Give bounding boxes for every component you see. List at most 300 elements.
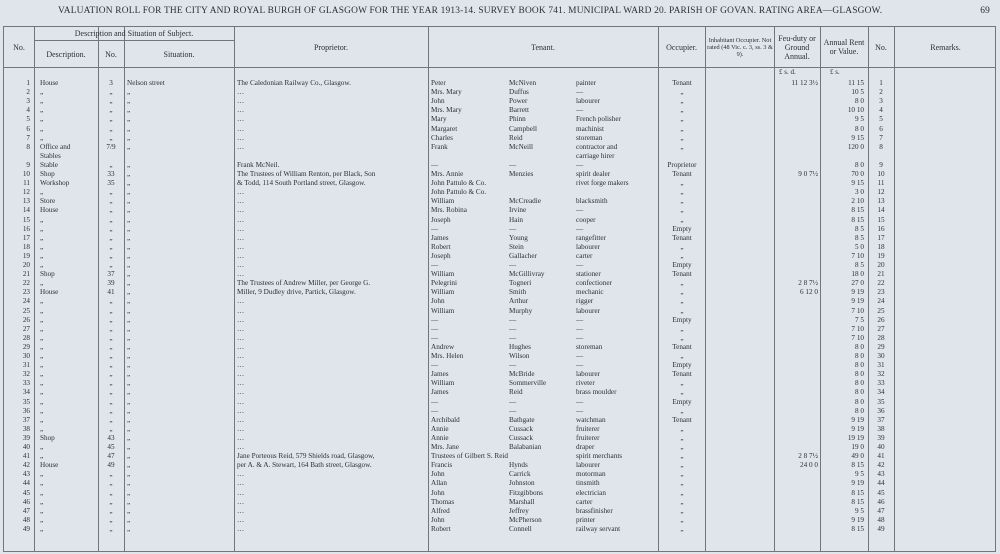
row-no-right: 6 — [879, 124, 883, 133]
row-tenant-occupation: labourer — [576, 306, 600, 315]
row-situation: „ — [127, 406, 131, 415]
row-tenant-first: Mrs. Helen — [431, 352, 464, 360]
row-number: „ — [109, 306, 113, 315]
row-occupier: „ — [680, 352, 684, 360]
row-proprietor: … — [237, 261, 245, 269]
row-number: „ — [109, 261, 113, 269]
row-tenant-surname: Irvine — [509, 206, 527, 215]
table-row — [4, 170, 995, 179]
row-feu-duty: 9 0 7½ — [798, 170, 818, 178]
row-description: „ — [40, 361, 44, 370]
row-situation: „ — [127, 279, 131, 288]
row-description: „ — [40, 297, 44, 306]
row-tenant-surname: — — [509, 361, 517, 370]
table-row — [4, 461, 995, 470]
row-annual-value: 9 5 — [855, 506, 864, 515]
row-annual-value: 8 0 — [855, 342, 864, 351]
row-tenant-occupation: draper — [576, 443, 595, 451]
row-tenant-first: Andrew — [431, 342, 455, 351]
row-proprietor: … — [237, 370, 245, 379]
table-row — [4, 379, 995, 388]
row-situation: „ — [127, 388, 131, 397]
table-row — [4, 270, 995, 279]
row-tenant-first: John Pattulo & Co. — [431, 188, 487, 197]
row-proprietor: … — [237, 433, 245, 442]
row-situation: „ — [127, 424, 131, 433]
row-tenant-occupation: rigger — [576, 297, 594, 306]
row-tenant-surname: Murphy — [509, 306, 533, 315]
row-occupier: Tenant — [672, 342, 692, 351]
row-annual-value: 70 0 — [851, 170, 864, 178]
row-annual-value: 8 5 — [855, 233, 864, 242]
row-description: „ — [40, 470, 44, 479]
row-description: Workshop — [40, 179, 70, 188]
row-no-right: 34 — [877, 388, 885, 397]
row-number: „ — [109, 106, 113, 115]
row-occupier: „ — [680, 197, 684, 206]
row-no: 19 — [22, 251, 30, 260]
row-tenant-occupation: — — [576, 88, 584, 97]
row-no-right: 26 — [877, 315, 885, 324]
row-no-right: 12 — [877, 188, 885, 197]
row-situation: „ — [127, 106, 131, 115]
row-no: 6 — [26, 124, 30, 133]
row-tenant-surname: Phinn — [509, 115, 526, 124]
row-annual-value: 9 15 — [851, 133, 864, 142]
roll-title: VALUATION ROLL FOR THE CITY AND ROYAL BURGH OF GLASGOW FOR THE YEAR 1913-14. SURVEY BOOK 741. MUNICIPAL WARD 20. PARISH OF GOVAN. RATING AREA—GLASGOW. — [58, 6, 883, 16]
row-annual-value: 7 10 — [851, 333, 864, 342]
row-tenant-occupation: fruiterer — [576, 424, 600, 433]
row-no-right: 49 — [877, 524, 885, 533]
row-situation: „ — [127, 115, 131, 124]
row-proprietor: The Caledonian Railway Co., Glasgow. — [237, 79, 351, 87]
row-proprietor: … — [237, 106, 245, 115]
row-description: „ — [40, 415, 44, 424]
row-situation: „ — [127, 270, 131, 279]
row-tenant-surname: McNiven — [509, 79, 537, 87]
row-tenant-occupation: — — [576, 352, 584, 360]
row-proprietor: … — [237, 124, 245, 133]
row-tenant-occupation: — — [576, 324, 584, 333]
table-row — [4, 489, 995, 498]
row-tenant-surname: — — [509, 160, 517, 169]
row-occupier: „ — [680, 515, 684, 524]
row-number: „ — [109, 324, 113, 333]
row-no-right: 18 — [877, 242, 885, 251]
page-heading — [4, 4, 992, 20]
row-no-right: 19 — [877, 251, 885, 260]
row-tenant-first: — — [431, 324, 439, 333]
row-no-right: 41 — [877, 452, 885, 461]
row-no: 32 — [22, 370, 30, 379]
row-number: 7/9 — [106, 142, 116, 151]
row-tenant-occupation: French polisher — [576, 115, 621, 124]
row-annual-value: 9 15 — [851, 179, 864, 188]
row-tenant-surname: Connell — [509, 524, 532, 533]
header-occupier: Occupier. — [666, 42, 697, 52]
row-no-right: 45 — [877, 488, 885, 497]
row-tenant-first: — — [431, 406, 439, 415]
row-tenant-first: — — [431, 361, 439, 370]
row-occupier: „ — [680, 488, 684, 497]
row-occupier: Empty — [672, 397, 692, 406]
row-no: 20 — [22, 261, 30, 269]
row-situation: „ — [127, 397, 131, 406]
row-description: „ — [40, 251, 44, 260]
row-no: 35 — [22, 397, 30, 406]
table-row — [4, 225, 995, 234]
row-proprietor: … — [237, 115, 245, 124]
row-description: „ — [40, 397, 44, 406]
row-no-right: 48 — [877, 515, 885, 524]
table-row — [4, 307, 995, 316]
row-situation: „ — [127, 297, 131, 306]
row-description: Stable — [40, 160, 58, 169]
row-no-right: 33 — [877, 379, 885, 388]
row-description: House — [40, 288, 59, 297]
row-description: „ — [40, 452, 44, 461]
row-situation: „ — [127, 251, 131, 260]
row-tenant-surname: Barrett — [509, 106, 529, 115]
row-no: 21 — [22, 270, 30, 279]
row-description: „ — [40, 443, 44, 451]
row-no-right: 42 — [877, 461, 885, 470]
row-tenant-occupation: — — [576, 406, 584, 415]
row-annual-value: 8 0 — [855, 370, 864, 379]
row-no: 11 — [23, 179, 30, 188]
row-no-right: 9 — [879, 160, 883, 169]
row-tenant-occupation: motorman — [576, 470, 606, 479]
row-situation: „ — [127, 170, 131, 178]
row-tenant-occupation: tinsmith — [576, 479, 600, 488]
row-no: 14 — [22, 206, 30, 215]
table-row — [4, 398, 995, 407]
row-description: „ — [40, 115, 44, 124]
row-number: „ — [109, 479, 113, 488]
row-situation: „ — [127, 333, 131, 342]
row-occupier: „ — [680, 424, 684, 433]
row-occupier: „ — [680, 179, 684, 188]
row-annual-value: 2 10 — [851, 197, 864, 206]
row-annual-value: 19 0 — [851, 443, 864, 451]
row-occupier: „ — [680, 306, 684, 315]
row-no-right: 37 — [877, 415, 885, 424]
row-annual-value: 5 0 — [855, 242, 864, 251]
row-proprietor: Jane Porteous Reid, 579 Shields road, Glasgow, — [237, 452, 375, 461]
row-tenant-surname: Cussack — [509, 433, 533, 442]
row-proprietor: … — [237, 233, 245, 242]
row-occupier: „ — [680, 406, 684, 415]
table-row — [4, 316, 995, 325]
row-proprietor: … — [237, 242, 245, 251]
row-situation: „ — [127, 179, 131, 188]
row-annual-value: 7 10 — [851, 251, 864, 260]
row-annual-value: 9 19 — [851, 424, 864, 433]
row-no-right: 2 — [879, 88, 883, 97]
row-annual-value: 9 19 — [851, 288, 864, 297]
row-proprietor: Frank McNeil. — [237, 160, 280, 169]
table-row — [4, 334, 995, 343]
row-no: 33 — [22, 379, 30, 388]
row-tenant-surname: Carrick — [509, 470, 531, 479]
row-number: „ — [109, 315, 113, 324]
row-tenant-occupation: labourer — [576, 97, 600, 106]
row-annual-value: 18 0 — [851, 270, 864, 279]
row-annual-value: 8 15 — [851, 524, 864, 533]
row-proprietor: … — [237, 133, 245, 142]
row-description: Shop — [40, 433, 55, 442]
row-no: 42 — [22, 461, 30, 470]
table-row — [4, 125, 995, 134]
row-no-right: 3 — [879, 97, 883, 106]
row-occupier: „ — [680, 106, 684, 115]
row-number: „ — [109, 251, 113, 260]
row-no: 40 — [22, 443, 30, 451]
row-description: Store — [40, 197, 56, 206]
row-description: „ — [40, 224, 44, 233]
row-description: „ — [40, 233, 44, 242]
row-number: 37 — [107, 270, 115, 279]
row-tenant-occupation: storeman — [576, 133, 603, 142]
row-tenant-first: William — [431, 197, 455, 206]
row-description: „ — [40, 315, 44, 324]
row-no: 18 — [22, 242, 30, 251]
row-occupier: „ — [680, 524, 684, 533]
row-tenant-surname: McCreadie — [509, 197, 541, 206]
row-situation: „ — [127, 306, 131, 315]
row-no-right: 38 — [877, 424, 885, 433]
table-row — [4, 143, 995, 152]
row-no-right: 27 — [877, 324, 885, 333]
row-occupier: „ — [680, 133, 684, 142]
row-no-right: 15 — [877, 215, 885, 224]
row-number: „ — [109, 370, 113, 379]
row-occupier: „ — [680, 379, 684, 388]
row-description: „ — [40, 488, 44, 497]
row-no-right: 16 — [877, 224, 885, 233]
row-occupier: „ — [680, 206, 684, 215]
row-tenant-first: William — [431, 270, 455, 279]
row-tenant-first: — — [431, 224, 439, 233]
row-tenant-surname: Sommerville — [509, 379, 547, 388]
row-no: 46 — [22, 497, 30, 506]
row-number: 47 — [107, 452, 115, 461]
table-row — [4, 252, 995, 261]
row-no-right: 1 — [879, 79, 883, 87]
row-no: 10 — [22, 170, 30, 178]
row-tenant-first: — — [431, 397, 439, 406]
row-situation: „ — [127, 197, 131, 206]
row-tenant-first: James — [431, 370, 449, 379]
row-no: 36 — [22, 406, 30, 415]
row-tenant-first: Margaret — [431, 124, 458, 133]
row-no: 39 — [22, 433, 30, 442]
row-tenant-surname: — — [509, 324, 517, 333]
row-situation: „ — [127, 133, 131, 142]
row-number: 35 — [107, 179, 115, 188]
row-no-right: 23 — [877, 288, 885, 297]
row-proprietor: … — [237, 251, 245, 260]
row-no-right: 43 — [877, 470, 885, 479]
row-no-right: 11 — [877, 179, 885, 188]
row-proprietor: … — [237, 388, 245, 397]
row-proprietor: … — [237, 415, 245, 424]
row-tenant-surname: McGillivray — [509, 270, 545, 279]
row-situation: „ — [127, 461, 131, 470]
row-tenant-occupation: cooper — [576, 215, 596, 224]
table-row — [4, 197, 995, 206]
row-occupier: Tenant — [672, 79, 692, 87]
row-description: „ — [40, 306, 44, 315]
row-tenant-occupation: labourer — [576, 370, 600, 379]
row-description: „ — [40, 124, 44, 133]
row-situation: „ — [127, 315, 131, 324]
row-number: „ — [109, 233, 113, 242]
row-tenant-surname: — — [509, 315, 517, 324]
row-tenant-surname: — — [509, 397, 517, 406]
row-tenant-occupation: carriage hirer — [576, 151, 615, 160]
row-occupier: „ — [680, 506, 684, 515]
table-row — [4, 288, 995, 297]
row-tenant-occupation: carter — [576, 497, 593, 506]
row-number: 39 — [107, 279, 115, 288]
row-tenant-first: John — [431, 515, 445, 524]
row-occupier: Empty — [672, 261, 692, 269]
row-occupier: Tenant — [672, 170, 692, 178]
header-annual-value: Annual Rent or Value. — [823, 38, 865, 56]
header-remarks: Remarks. — [930, 42, 961, 52]
row-number: „ — [109, 115, 113, 124]
table-row — [4, 234, 995, 243]
row-occupier: „ — [680, 142, 684, 151]
row-feu-duty: 24 0 0 — [800, 461, 818, 470]
row-number: „ — [109, 406, 113, 415]
table-row — [4, 452, 995, 461]
row-number: „ — [109, 352, 113, 360]
table-row — [4, 525, 995, 534]
row-description: Office and — [40, 142, 71, 151]
row-tenant-surname: Wilson — [509, 352, 530, 360]
row-proprietor: … — [237, 88, 245, 97]
row-number: 49 — [107, 461, 115, 470]
table-row — [4, 97, 995, 106]
row-no-right: 13 — [877, 197, 885, 206]
row-proprietor: … — [237, 97, 245, 106]
row-situation: „ — [127, 515, 131, 524]
row-annual-value: 7 5 — [855, 315, 864, 324]
row-number: „ — [109, 206, 113, 215]
row-no-right: 28 — [877, 333, 885, 342]
row-situation: „ — [127, 506, 131, 515]
row-tenant-first: Francis — [431, 461, 453, 470]
row-number: „ — [109, 388, 113, 397]
row-tenant-first: Mrs. Robina — [431, 206, 467, 215]
row-tenant-first: Joseph — [431, 215, 451, 224]
row-situation: „ — [127, 97, 131, 106]
table-row — [4, 470, 995, 479]
row-tenant-surname: Balabanian — [509, 443, 542, 451]
row-proprietor: … — [237, 515, 245, 524]
table-row — [4, 416, 995, 425]
row-number: „ — [109, 97, 113, 106]
row-tenant-first: James — [431, 233, 449, 242]
header-proprietor: Proprietor. — [314, 42, 348, 52]
row-number: „ — [109, 88, 113, 97]
row-annual-value: 7 10 — [851, 324, 864, 333]
row-tenant-first: — — [431, 261, 439, 269]
row-proprietor: … — [237, 361, 245, 370]
row-description: „ — [40, 497, 44, 506]
row-annual-value: 9 19 — [851, 479, 864, 488]
row-number: 33 — [107, 170, 115, 178]
table-row — [4, 343, 995, 352]
row-tenant-occupation: railway servant — [576, 524, 621, 533]
row-tenant-first: John — [431, 97, 445, 106]
row-description: „ — [40, 215, 44, 224]
row-proprietor: … — [237, 215, 245, 224]
row-tenant-occupation: spirit merchants — [576, 452, 623, 461]
row-occupier: „ — [680, 433, 684, 442]
row-proprietor: … — [237, 270, 245, 279]
row-number: „ — [109, 333, 113, 342]
row-tenant-first: John Pattulo & Co. — [431, 179, 487, 188]
row-no-right: 20 — [877, 261, 885, 269]
row-no-right: 22 — [877, 279, 885, 288]
row-situation: „ — [127, 497, 131, 506]
row-occupier: „ — [680, 188, 684, 197]
table-row — [4, 361, 995, 370]
row-annual-value: 9 19 — [851, 515, 864, 524]
row-annual-value: 120 0 — [847, 142, 864, 151]
row-no: 44 — [22, 479, 30, 488]
row-no-right: 40 — [877, 443, 885, 451]
row-situation: „ — [127, 160, 131, 169]
table-header — [4, 27, 995, 68]
row-tenant-occupation: spirit dealer — [576, 170, 611, 178]
row-tenant-first: Charles — [431, 133, 453, 142]
row-proprietor: … — [237, 424, 245, 433]
row-tenant-occupation: confectioner — [576, 279, 612, 288]
row-annual-value: 10 5 — [851, 88, 864, 97]
row-no: 12 — [22, 188, 30, 197]
row-occupier: Tenant — [672, 270, 692, 279]
row-proprietor: per A. & A. Stewart, 164 Bath street, Glasgow. — [237, 461, 372, 470]
row-annual-value: 9 5 — [855, 470, 864, 479]
row-no-right: 8 — [879, 142, 883, 151]
row-situation: „ — [127, 324, 131, 333]
row-tenant-occupation: blacksmith — [576, 197, 608, 206]
row-tenant-occupation: machinist — [576, 124, 604, 133]
row-occupier: „ — [680, 279, 684, 288]
row-tenant-surname: Young — [509, 233, 528, 242]
row-situation: „ — [127, 443, 131, 451]
row-situation: „ — [127, 524, 131, 533]
row-number: „ — [109, 197, 113, 206]
table-row — [4, 407, 995, 416]
row-occupier: „ — [680, 88, 684, 97]
row-no: 48 — [22, 515, 30, 524]
row-situation: „ — [127, 233, 131, 242]
row-tenant-first: John — [431, 297, 445, 306]
row-tenant-surname: Campbell — [509, 124, 537, 133]
row-situation: „ — [127, 370, 131, 379]
row-occupier: „ — [680, 297, 684, 306]
row-tenant-occupation: — — [576, 224, 584, 233]
row-occupier: „ — [680, 251, 684, 260]
header-no-right: No. — [875, 42, 887, 52]
row-tenant-surname: Johnston — [509, 479, 535, 488]
row-number: „ — [109, 297, 113, 306]
